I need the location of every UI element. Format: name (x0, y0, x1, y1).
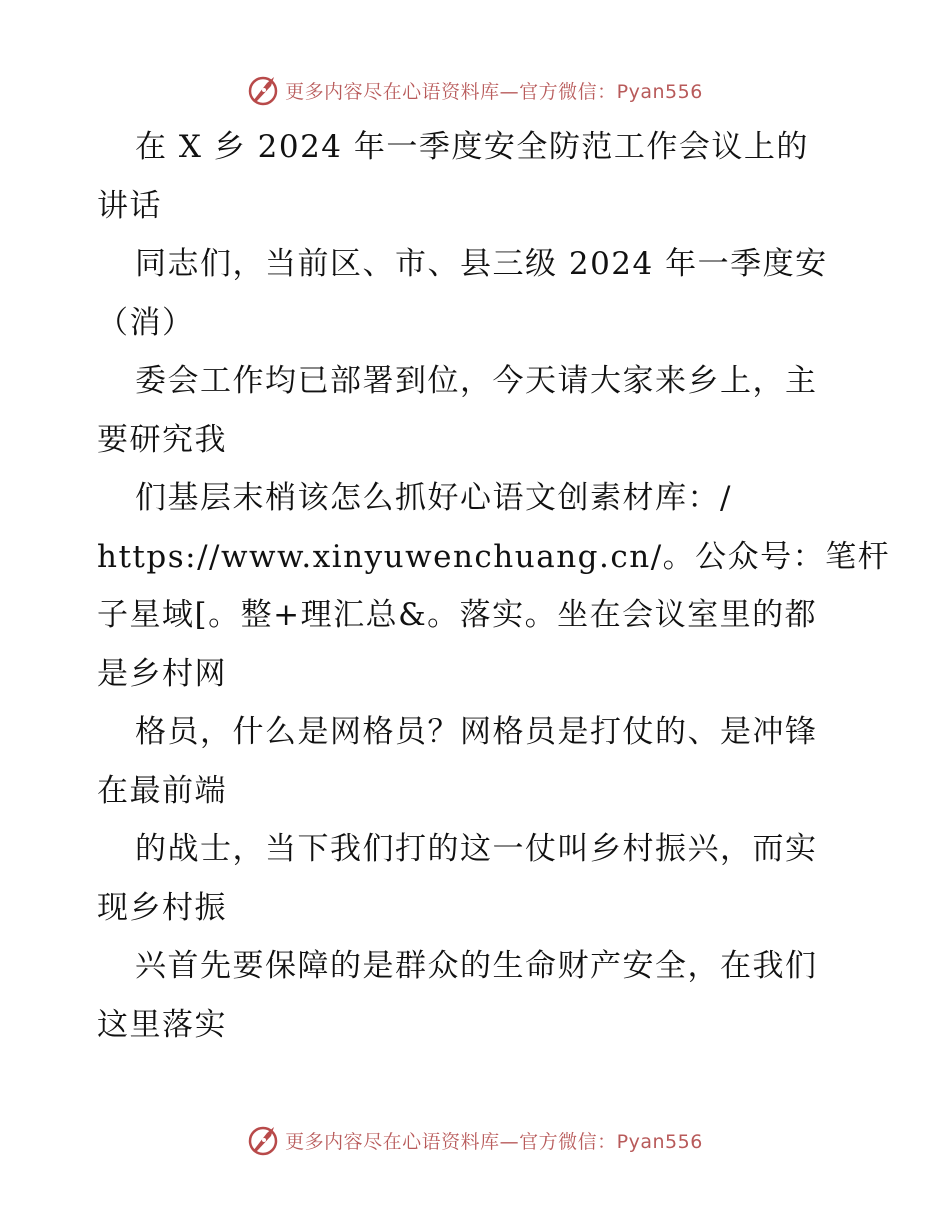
text-line: https://www.xinyuwenchuang.cn/。公众号：笔杆 (97, 538, 891, 575)
text-line: 现乡村振 (97, 889, 227, 926)
text-line: 兴首先要保障的是群众的生命财产安全，在我们 (135, 948, 818, 984)
text-line: 同志们，当前区、市、县三级 2024 年一季度安 (135, 246, 828, 282)
pen-nib-logo-icon (247, 1123, 281, 1157)
text-line: 讲话 (97, 187, 162, 224)
text-line: 要研究我 (97, 421, 227, 458)
text-line: （消） (97, 304, 195, 341)
document-body (97, 118, 891, 1054)
text-line: 在 X 乡 2024 年一季度安全防范工作会议上的 (135, 129, 809, 165)
pen-nib-logo-icon (247, 73, 281, 107)
text-line: 格员，什么是网格员？网格员是打仗的、是冲锋 (135, 714, 818, 750)
text-line: 这里落实 (97, 1006, 227, 1043)
text-line: 们基层末梢该怎么抓好心语文创素材库：/ (135, 480, 732, 516)
footer-banner (0, 1120, 950, 1160)
text-line: 是乡村网 (97, 655, 227, 692)
text-line: 委会工作均已部署到位，今天请大家来乡上，主 (135, 363, 818, 399)
banner-text: 更多内容尽在心语资料库—官方微信：Pyan556 (285, 80, 703, 103)
header-banner (0, 70, 950, 110)
banner-text: 更多内容尽在心语资料库—官方微信：Pyan556 (285, 1130, 703, 1153)
text-line: 的战士，当下我们打的这一仗叫乡村振兴，而实 (135, 831, 818, 867)
text-line: 在最前端 (97, 772, 227, 809)
text-line: 子星域[。整+理汇总&。落实。坐在会议室里的都 (97, 597, 818, 633)
